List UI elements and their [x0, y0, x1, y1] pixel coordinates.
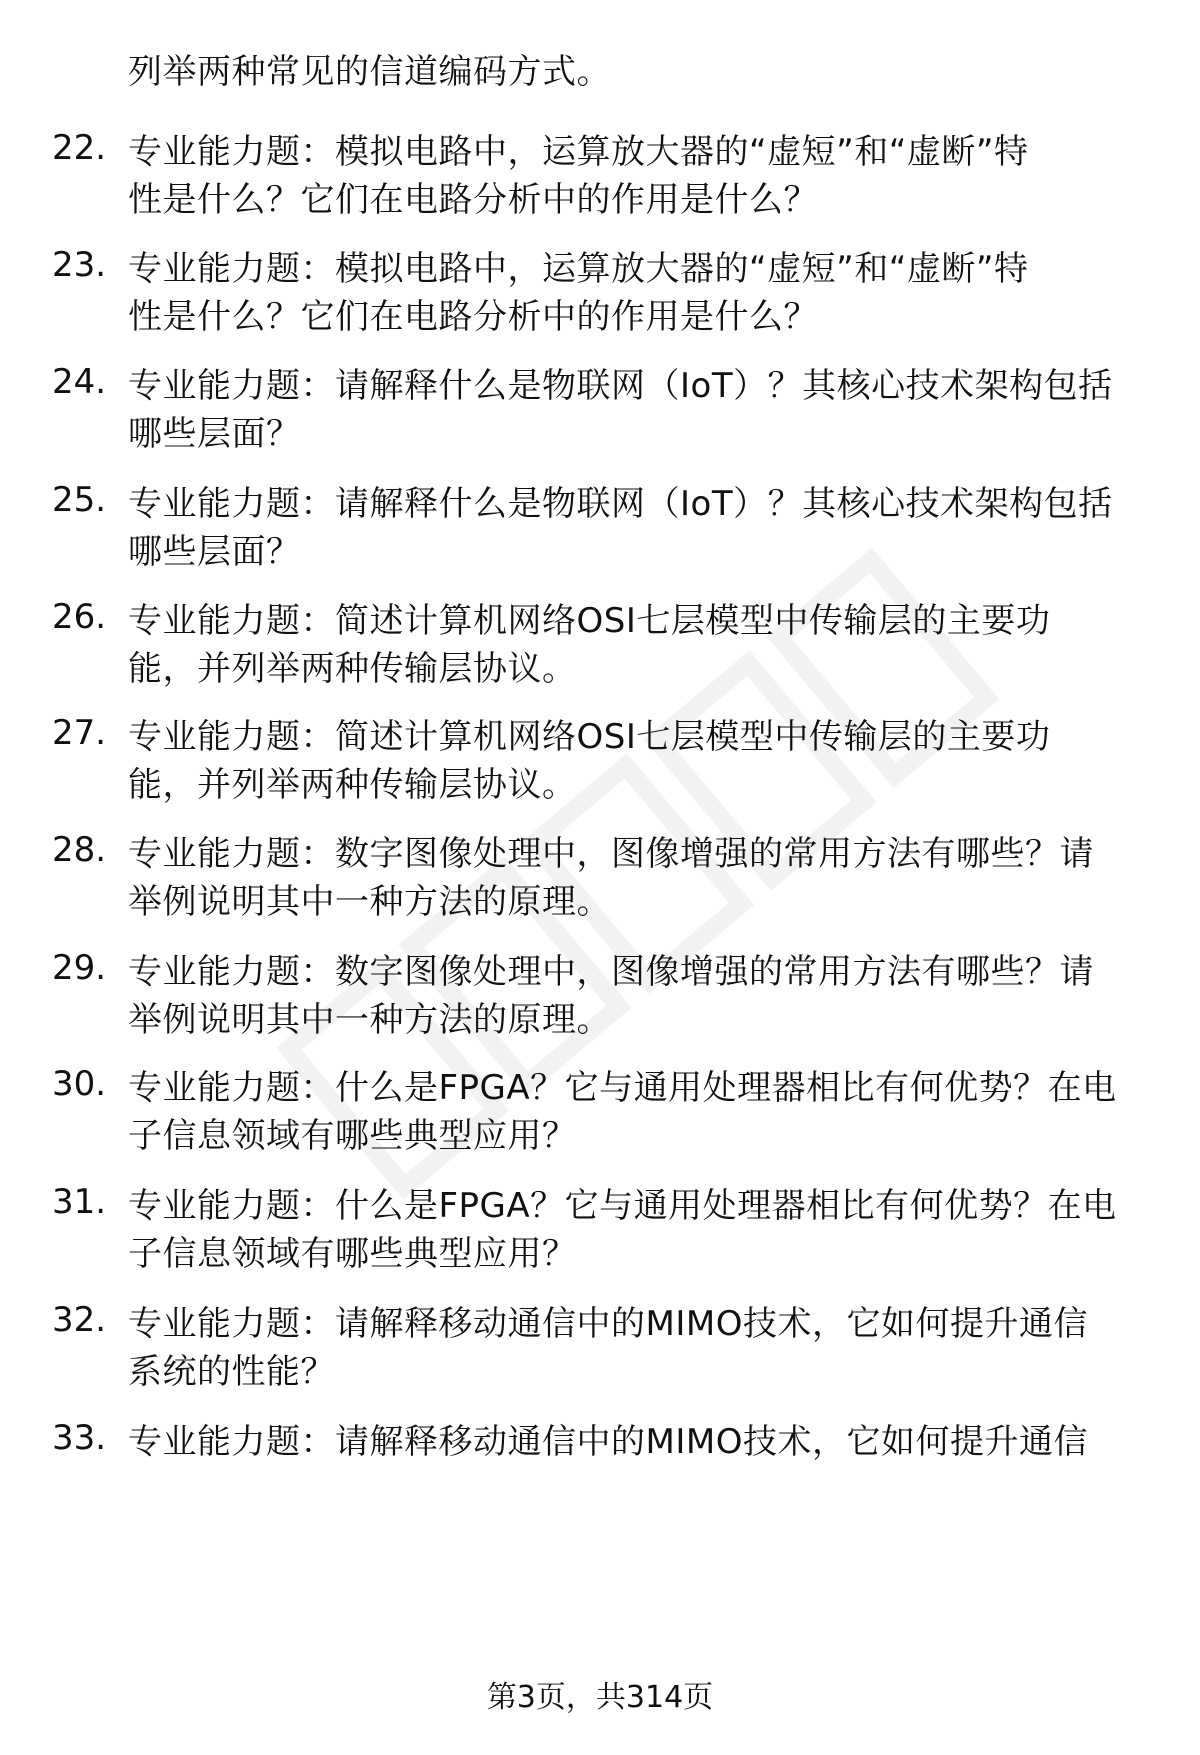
question-number: 24.	[52, 362, 107, 402]
question-text-line: 专业能力题：请解释移动通信中的MIMO技术，它如何提升通信	[128, 1422, 1088, 1462]
question-text-line: 性是什么？它们在电路分析中的作用是什么？	[128, 297, 818, 337]
question-text-line: 专业能力题：模拟电路中，运算放大器的“虚短”和“虚断”特	[128, 249, 1029, 289]
question-number: 33.	[52, 1418, 107, 1458]
question-text-line: 专业能力题：什么是FPGA？它与通用处理器相比有何优势？在电	[128, 1068, 1117, 1108]
question-text-line: 举例说明其中一种方法的原理。	[128, 882, 611, 922]
question-text-line: 哪些层面？	[128, 532, 301, 572]
question-number: 27.	[52, 713, 107, 753]
question-text-line: 哪些层面？	[128, 414, 301, 454]
question-text-line: 能，并列举两种传输层协议。	[128, 649, 577, 689]
question-number: 30.	[52, 1064, 107, 1104]
question-number: 23.	[52, 245, 107, 285]
question-number: 29.	[52, 948, 107, 988]
question-number: 28.	[52, 830, 107, 870]
question-text-line: 子信息领域有哪些典型应用？	[128, 1234, 577, 1274]
question-text-line: 专业能力题：模拟电路中，运算放大器的“虚短”和“虚断”特	[128, 132, 1029, 172]
question-text-line: 子信息领域有哪些典型应用？	[128, 1116, 577, 1156]
question-text-line: 系统的性能？	[128, 1352, 335, 1392]
question-text-line: 性是什么？它们在电路分析中的作用是什么？	[128, 180, 818, 220]
question-number: 22.	[52, 128, 107, 168]
question-text-line: 专业能力题：请解释什么是物联网（IoT）？其核心技术架构包括	[128, 484, 1113, 524]
question-text-line: 专业能力题：请解释移动通信中的MIMO技术，它如何提升通信	[128, 1304, 1088, 1344]
question-text-line: 专业能力题：数字图像处理中，图像增强的常用方法有哪些？请	[128, 952, 1094, 992]
question-text-line: 举例说明其中一种方法的原理。	[128, 1000, 611, 1040]
page-footer: 第3页，共314页	[486, 1680, 714, 1715]
question-number: 31.	[52, 1182, 107, 1222]
question-text-line: 专业能力题：什么是FPGA？它与通用处理器相比有何优势？在电	[128, 1186, 1117, 1226]
intro-line: 列举两种常见的信道编码方式。	[128, 52, 611, 92]
question-number: 26.	[52, 597, 107, 637]
question-text-line: 专业能力题：请解释什么是物联网（IoT）？其核心技术架构包括	[128, 366, 1113, 406]
question-number: 32.	[52, 1300, 107, 1340]
question-number: 25.	[52, 480, 107, 520]
question-text-line: 专业能力题：数字图像处理中，图像增强的常用方法有哪些？请	[128, 834, 1094, 874]
question-text-line: 能，并列举两种传输层协议。	[128, 765, 577, 805]
question-text-line: 专业能力题：简述计算机网络OSI七层模型中传输层的主要功	[128, 601, 1051, 641]
question-text-line: 专业能力题：简述计算机网络OSI七层模型中传输层的主要功	[128, 717, 1051, 757]
